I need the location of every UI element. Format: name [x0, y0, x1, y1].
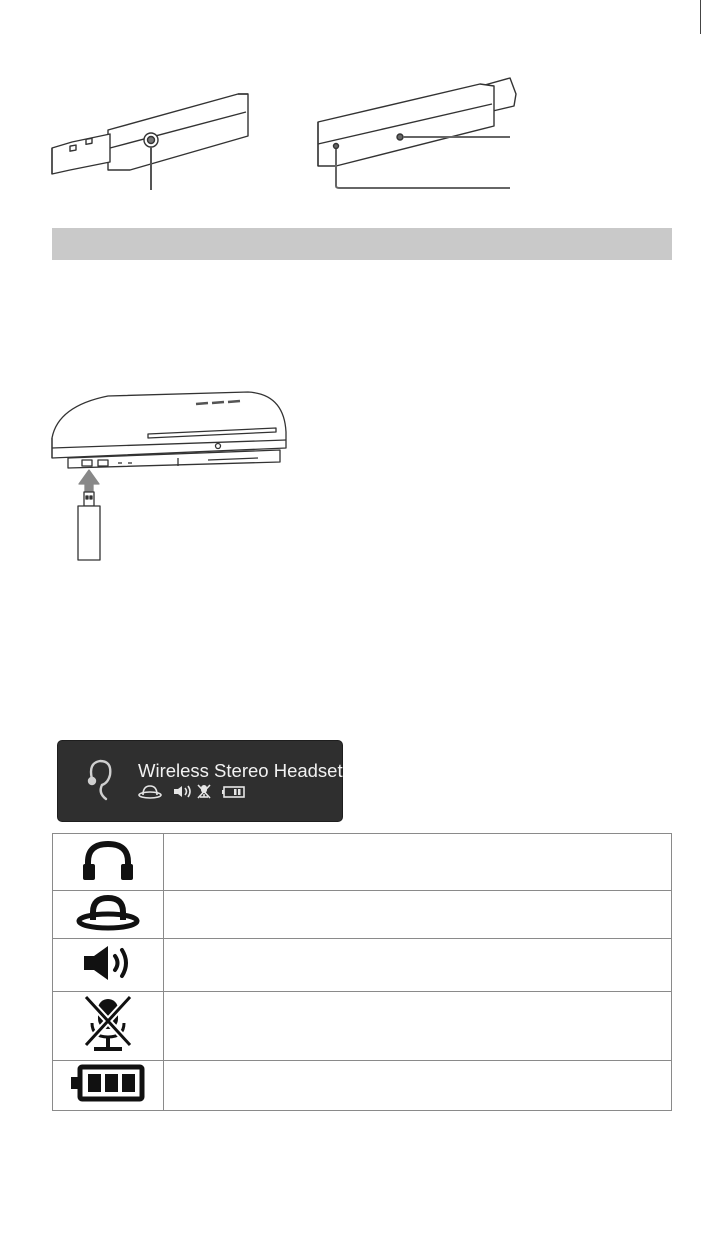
status-description: [163, 992, 671, 1061]
usb-adapter-front-illustration: [48, 90, 288, 200]
speaker-volume-icon: [78, 943, 138, 983]
section-heading-bar: [52, 228, 672, 260]
overlay-title: Wireless Stereo Headset: [138, 760, 343, 781]
status-description: [163, 891, 671, 939]
table-row: [53, 992, 672, 1061]
table-row: [53, 939, 672, 992]
console-insert-adapter-illustration: [48, 388, 292, 566]
battery-icon: [222, 787, 244, 797]
status-description: [163, 1061, 671, 1111]
headphones-icon: [76, 838, 140, 882]
mic-muted-icon: [198, 785, 210, 798]
overlay-mini-icons: [138, 783, 258, 799]
headset-status-overlay: [58, 741, 342, 821]
table-row: [53, 891, 672, 939]
page-edge-rule: [700, 0, 701, 34]
mic-muted-icon: [80, 993, 136, 1055]
table-row: [53, 834, 672, 891]
battery-full-icon: [69, 1063, 147, 1103]
usb-adapter-rear-illustration: [314, 74, 524, 200]
surround-headphones-icon: [75, 892, 141, 932]
status-icon-table: [52, 833, 672, 1111]
speaker-icon: [174, 786, 190, 797]
headset-side-icon: [84, 755, 114, 805]
status-description: [163, 834, 671, 891]
surround-icon: [139, 786, 161, 798]
status-description: [163, 939, 671, 992]
table-row: [53, 1061, 672, 1111]
